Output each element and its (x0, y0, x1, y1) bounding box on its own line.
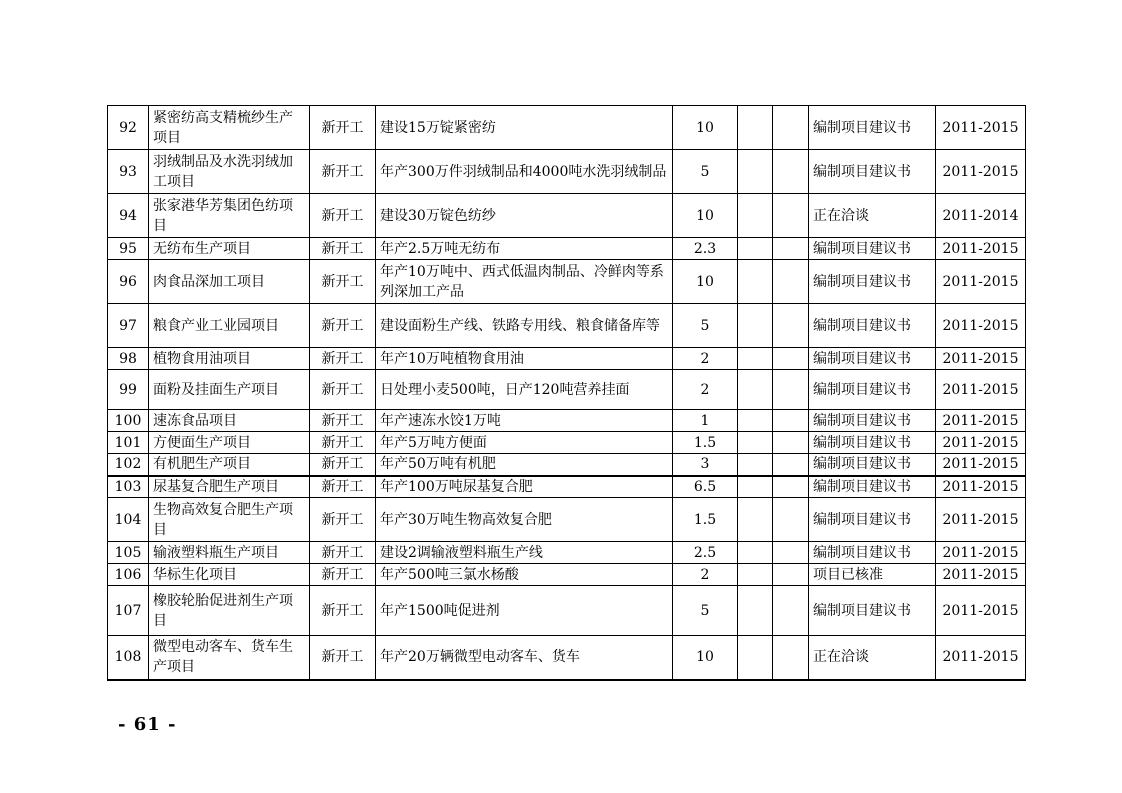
investment-amount: 5 (673, 304, 738, 348)
project-name: 无纺布生产项目 (149, 238, 310, 260)
project-content: 年产30万吨生物高效复合肥 (376, 498, 673, 542)
empty-cell (738, 348, 773, 370)
progress-status: 编制项目建议书 (809, 150, 936, 194)
table-row (108, 410, 1026, 432)
empty-cell (773, 348, 809, 370)
project-status: 新开工 (310, 106, 376, 150)
row-number: 102 (108, 454, 149, 476)
project-name: 有机肥生产项目 (149, 454, 310, 476)
construction-period: 2011-2015 (936, 238, 1026, 260)
project-name: 紧密纺高支精梳纱生产项目 (149, 106, 310, 150)
progress-status: 编制项目建议书 (809, 260, 936, 304)
empty-cell (773, 370, 809, 410)
project-status: 新开工 (310, 586, 376, 636)
row-number: 97 (108, 304, 149, 348)
table-row (108, 586, 1026, 636)
row-number: 95 (108, 238, 149, 260)
investment-amount: 10 (673, 194, 738, 238)
table-row (108, 194, 1026, 238)
progress-status: 编制项目建议书 (809, 304, 936, 348)
project-name: 橡胶轮胎促进剂生产项目 (149, 586, 310, 636)
progress-status: 编制项目建议书 (809, 348, 936, 370)
progress-status: 编制项目建议书 (809, 586, 936, 636)
project-status: 新开工 (310, 150, 376, 194)
empty-cell (738, 304, 773, 348)
project-status: 新开工 (310, 370, 376, 410)
project-status: 新开工 (310, 636, 376, 680)
empty-cell (738, 586, 773, 636)
empty-cell (738, 432, 773, 454)
row-number: 106 (108, 564, 149, 586)
project-status: 新开工 (310, 498, 376, 542)
construction-period: 2011-2015 (936, 498, 1026, 542)
empty-cell (773, 586, 809, 636)
investment-amount: 1 (673, 410, 738, 432)
project-name: 华标生化项目 (149, 564, 310, 586)
project-name: 植物食用油项目 (149, 348, 310, 370)
project-table-body (108, 106, 1026, 680)
project-content: 年产100万吨尿基复合肥 (376, 476, 673, 498)
construction-period: 2011-2015 (936, 636, 1026, 680)
construction-period: 2011-2015 (936, 542, 1026, 564)
empty-cell (738, 194, 773, 238)
empty-cell (773, 564, 809, 586)
table-row (108, 636, 1026, 680)
construction-period: 2011-2015 (936, 410, 1026, 432)
investment-amount: 5 (673, 150, 738, 194)
project-content: 年产500吨三氯水杨酸 (376, 564, 673, 586)
project-content: 建设30万锭色纺纱 (376, 194, 673, 238)
progress-status: 编制项目建议书 (809, 498, 936, 542)
investment-amount: 2.3 (673, 238, 738, 260)
project-status: 新开工 (310, 454, 376, 476)
project-content: 年产2.5万吨无纺布 (376, 238, 673, 260)
project-status: 新开工 (310, 476, 376, 498)
project-name: 输液塑料瓶生产项目 (149, 542, 310, 564)
table-row (108, 150, 1026, 194)
page-number: - 61 - (118, 714, 177, 735)
project-name: 面粉及挂面生产项目 (149, 370, 310, 410)
project-name: 张家港华芳集团色纺项目 (149, 194, 310, 238)
row-number: 101 (108, 432, 149, 454)
project-name: 羽绒制品及水洗羽绒加工项目 (149, 150, 310, 194)
progress-status: 编制项目建议书 (809, 238, 936, 260)
progress-status: 编制项目建议书 (809, 370, 936, 410)
project-status: 新开工 (310, 238, 376, 260)
progress-status: 编制项目建议书 (809, 410, 936, 432)
empty-cell (738, 454, 773, 476)
construction-period: 2011-2015 (936, 586, 1026, 636)
table-row (108, 106, 1026, 150)
empty-cell (738, 498, 773, 542)
project-name: 尿基复合肥生产项目 (149, 476, 310, 498)
project-content: 年产20万辆微型电动客车、货车 (376, 636, 673, 680)
row-number: 94 (108, 194, 149, 238)
empty-cell (738, 636, 773, 680)
project-status: 新开工 (310, 260, 376, 304)
row-number: 98 (108, 348, 149, 370)
row-number: 100 (108, 410, 149, 432)
empty-cell (773, 454, 809, 476)
row-number: 108 (108, 636, 149, 680)
investment-amount: 2 (673, 348, 738, 370)
project-content: 日处理小麦500吨，日产120吨营养挂面 (376, 370, 673, 410)
investment-amount: 2.5 (673, 542, 738, 564)
project-name: 粮食产业工业园项目 (149, 304, 310, 348)
progress-status: 编制项目建议书 (809, 432, 936, 454)
table-row (108, 476, 1026, 498)
empty-cell (738, 564, 773, 586)
empty-cell (738, 260, 773, 304)
project-name: 肉食品深加工项目 (149, 260, 310, 304)
project-content: 年产10万吨中、西式低温肉制品、冷鲜肉等系列深加工产品 (376, 260, 673, 304)
construction-period: 2011-2015 (936, 454, 1026, 476)
empty-cell (773, 238, 809, 260)
construction-period: 2011-2015 (936, 370, 1026, 410)
progress-status: 编制项目建议书 (809, 542, 936, 564)
row-number: 96 (108, 260, 149, 304)
table-row (108, 348, 1026, 370)
progress-status: 编制项目建议书 (809, 476, 936, 498)
table-row (108, 542, 1026, 564)
empty-cell (773, 150, 809, 194)
construction-period: 2011-2015 (936, 150, 1026, 194)
empty-cell (773, 106, 809, 150)
empty-cell (773, 304, 809, 348)
empty-cell (773, 410, 809, 432)
investment-amount: 10 (673, 636, 738, 680)
row-number: 105 (108, 542, 149, 564)
project-content: 年产10万吨植物食用油 (376, 348, 673, 370)
project-content: 建设面粉生产线、铁路专用线、粮食储备库等 (376, 304, 673, 348)
table-row (108, 260, 1026, 304)
empty-cell (738, 238, 773, 260)
project-status: 新开工 (310, 410, 376, 432)
empty-cell (773, 542, 809, 564)
table-row (108, 454, 1026, 476)
project-name: 生物高效复合肥生产项目 (149, 498, 310, 542)
project-name: 速冻食品项目 (149, 410, 310, 432)
row-number: 99 (108, 370, 149, 410)
project-status: 新开工 (310, 348, 376, 370)
empty-cell (773, 498, 809, 542)
empty-cell (773, 476, 809, 498)
construction-period: 2011-2015 (936, 106, 1026, 150)
construction-period: 2011-2015 (936, 476, 1026, 498)
investment-amount: 1.5 (673, 432, 738, 454)
project-content: 年产1500吨促进剂 (376, 586, 673, 636)
construction-period: 2011-2015 (936, 564, 1026, 586)
project-name: 微型电动客车、货车生产项目 (149, 636, 310, 680)
investment-amount: 10 (673, 106, 738, 150)
table-row (108, 564, 1026, 586)
table-row (108, 370, 1026, 410)
progress-status: 编制项目建议书 (809, 106, 936, 150)
empty-cell (773, 636, 809, 680)
progress-status: 项目已核准 (809, 564, 936, 586)
project-content: 建设15万锭紧密纺 (376, 106, 673, 150)
empty-cell (738, 476, 773, 498)
construction-period: 2011-2015 (936, 348, 1026, 370)
row-number: 93 (108, 150, 149, 194)
progress-status: 正在洽谈 (809, 636, 936, 680)
project-content: 年产50万吨有机肥 (376, 454, 673, 476)
project-status: 新开工 (310, 564, 376, 586)
investment-amount: 2 (673, 564, 738, 586)
project-name: 方便面生产项目 (149, 432, 310, 454)
empty-cell (773, 260, 809, 304)
row-number: 103 (108, 476, 149, 498)
empty-cell (738, 410, 773, 432)
project-status: 新开工 (310, 542, 376, 564)
row-number: 107 (108, 586, 149, 636)
empty-cell (738, 106, 773, 150)
construction-period: 2011-2015 (936, 432, 1026, 454)
row-number: 104 (108, 498, 149, 542)
investment-amount: 6.5 (673, 476, 738, 498)
investment-amount: 10 (673, 260, 738, 304)
investment-amount: 1.5 (673, 498, 738, 542)
project-content: 建设2调输液塑料瓶生产线 (376, 542, 673, 564)
progress-status: 编制项目建议书 (809, 454, 936, 476)
table-row (108, 304, 1026, 348)
project-status: 新开工 (310, 432, 376, 454)
project-status: 新开工 (310, 304, 376, 348)
empty-cell (773, 194, 809, 238)
table-row (108, 498, 1026, 542)
table-row (108, 238, 1026, 260)
empty-cell (738, 542, 773, 564)
project-content: 年产300万件羽绒制品和4000吨水洗羽绒制品 (376, 150, 673, 194)
construction-period: 2011-2015 (936, 260, 1026, 304)
investment-amount: 2 (673, 370, 738, 410)
empty-cell (773, 432, 809, 454)
construction-period: 2011-2015 (936, 304, 1026, 348)
project-content: 年产速冻水饺1万吨 (376, 410, 673, 432)
project-status: 新开工 (310, 194, 376, 238)
investment-amount: 3 (673, 454, 738, 476)
project-content: 年产5万吨方便面 (376, 432, 673, 454)
progress-status: 正在洽谈 (809, 194, 936, 238)
construction-period: 2011-2014 (936, 194, 1026, 238)
project-table (107, 105, 1026, 681)
empty-cell (738, 370, 773, 410)
table-row (108, 432, 1026, 454)
row-number: 92 (108, 106, 149, 150)
investment-amount: 5 (673, 586, 738, 636)
empty-cell (738, 150, 773, 194)
